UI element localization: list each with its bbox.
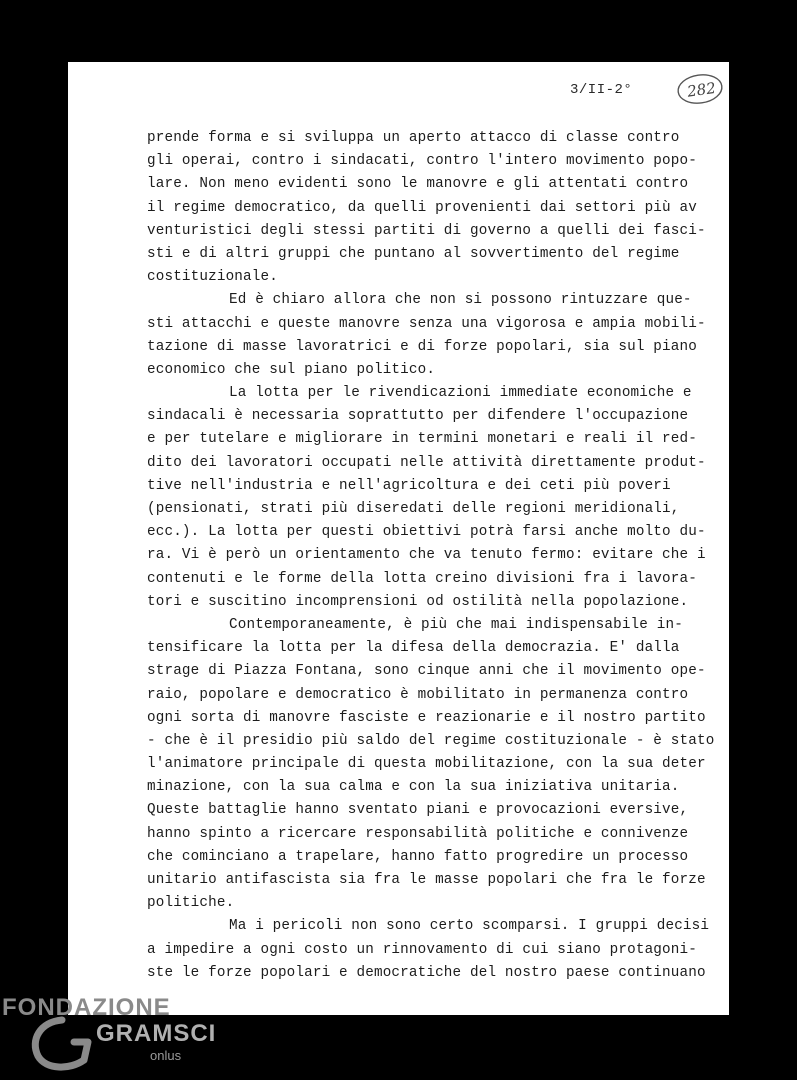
text-line: sti e di altri gruppi che puntano al sovvertimento del regime xyxy=(147,245,680,262)
page-reference: 3/II-2° xyxy=(570,82,633,98)
text-line: dito dei lavoratori occupati nelle attività direttamente produt- xyxy=(147,454,706,471)
stamp-icon xyxy=(675,72,725,106)
watermark-line2: GRAMSCI xyxy=(96,1020,217,1047)
text-line: contenuti e le forme della lotta creino divisioni fra i lavora- xyxy=(147,570,697,587)
text-line: tori e suscitino incomprensioni od ostilità nella popolazione. xyxy=(147,593,689,610)
text-line: minazione, con la sua calma e con la sua iniziativa unitaria. xyxy=(147,779,680,796)
watermark-line1: FONDAZIONE xyxy=(2,994,171,1021)
watermark-line3: onlus xyxy=(150,1048,182,1063)
text-line: ra. Vi è però un orientamento che va tenuto fermo: evitare che i xyxy=(147,547,706,564)
text-line: l'animatore principale di questa mobilitazione, con la sua deter xyxy=(147,756,706,773)
text-line: il regime democratico, da quelli provenienti dai settori più av xyxy=(147,199,697,216)
text-line: prende forma e si sviluppa un aperto attacco di classe contro xyxy=(147,130,680,146)
text-line: gli operai, contro i sindacati, contro l'intero movimento popo- xyxy=(147,153,697,170)
text-line: costituzionale. xyxy=(147,269,278,286)
text-line: La lotta per le rivendicazioni immediate economiche e xyxy=(229,385,692,402)
text-line: ecc.). La lotta per questi obiettivi potrà farsi anche molto du- xyxy=(147,524,706,541)
text-line: politiche. xyxy=(147,895,235,912)
text-line: Ed è chiaro allora che non si possono rintuzzare que- xyxy=(229,292,692,309)
text-line: - che è il presidio più saldo del regime costituzionale - è stato xyxy=(147,732,715,749)
text-line: a impedire a ogni costo un rinnovamento di cui siano protagoni- xyxy=(147,941,697,958)
fondazione-gramsci-watermark xyxy=(0,990,217,1080)
text-line: sti attacchi e queste manovre senza una vigorosa e ampia mobili- xyxy=(147,315,706,332)
text-line: raio, popolare e democratico è mobilitato in permanenza contro xyxy=(147,686,689,703)
text-line: unitario antifascista sia fra le masse popolari che fra le forze xyxy=(147,872,706,888)
text-line: Queste battaglie hanno sventato piani e provocazioni eversive, xyxy=(147,802,689,819)
text-line: ste le forze popolari e democratiche del nostro paese continuano xyxy=(147,964,706,981)
text-line: tive nell'industria e nell'agricoltura e dei ceti più poveri xyxy=(147,477,671,494)
text-line: e per tutelare e migliorare in termini monetari e reali il red- xyxy=(147,431,697,448)
text-line: Ma i pericoli non sono certo scomparsi. I gruppi decisi xyxy=(229,918,710,935)
text-line: tensificare la lotta per la difesa della democrazia. E' dalla xyxy=(147,640,680,657)
text-line: hanno spinto a ricercare responsabilità politiche e connivenze xyxy=(147,825,689,842)
text-line: strage di Piazza Fontana, sono cinque anni che il movimento ope- xyxy=(147,663,706,680)
text-line: (pensionati, strati più diseredati delle regioni meridionali, xyxy=(147,501,680,517)
archive-stamp xyxy=(675,72,725,106)
svg-text:282: 282 xyxy=(686,78,717,101)
text-line: sindacali è necessaria soprattutto per difendere l'occupazione xyxy=(147,408,689,425)
text-line: che cominciano a trapelare, hanno fatto progredire un processo xyxy=(147,848,689,865)
document-body xyxy=(147,127,715,985)
text-line: Contemporaneamente, è più che mai indispensabile in- xyxy=(229,616,683,633)
text-line: venturistici degli stessi partiti di governo a quelli dei fasci- xyxy=(147,222,706,239)
text-line: economico che sul piano politico. xyxy=(147,361,436,378)
text-line: lare. Non meno evidenti sono le manovre e gli attentati contro xyxy=(147,176,689,193)
text-line: tazione di masse lavoratrici e di forze popolari, sia sul piano xyxy=(147,338,697,355)
text-line: ogni sorta di manovre fasciste e reazionarie e il nostro partito xyxy=(147,709,706,726)
